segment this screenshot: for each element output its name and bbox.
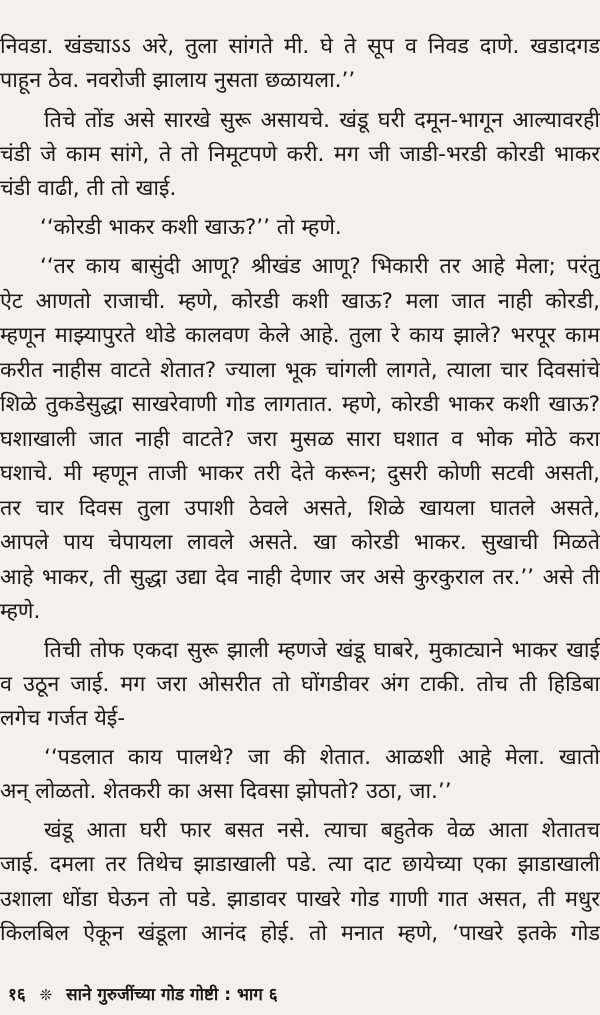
text-line: म्हणे. xyxy=(0,599,41,624)
page-footer xyxy=(8,982,278,1005)
text-line: उशाला धोंडा घेऊन तो पडे. झाडावर पाखरे गोड गाणी गात असत, ती मधुर xyxy=(0,887,600,912)
text-line: घशाखाली जात नाही वाटते? जरा मुसळ सारा घशात व भोक मोठे करा xyxy=(0,427,600,452)
text-line: जाई. दमला तर तिथेच झाडाखाली पडे. त्या दाट छायेच्या एका झाडाखाली xyxy=(0,852,600,877)
dialogue-line: ‘‘कोरडी भाकर कशी खाऊ?’’ तो म्हणे. xyxy=(40,215,342,240)
paragraph-start: तिचे तोंड असे सारखे सुरू असायचे. खंडू घरी दमून-भागून आल्यावरही xyxy=(44,108,600,133)
ornament-icon: ❊ xyxy=(39,986,53,1004)
text-line: चंडी जे काम सांगे, ते तो निमूटपणे करी. मग जी जाडी-भरडी कोरडी भाकर xyxy=(0,142,600,167)
text-line: तर चार दिवस तुला उपाशी ठेवले असते, शिळे खायला घातले असते, xyxy=(0,496,600,521)
text-line: ऐट आणतो राजाची. म्हणे, कोरडी कशी खाऊ? मला जात नाही कोरडी, xyxy=(0,289,600,314)
text-line: निवडा. खंड्याऽऽ अरे, तुला सांगते मी. घे ते सूप व निवड दाणे. खडादगड xyxy=(0,34,600,59)
text-line: पाहून ठेव. नवरोजी झालाय नुसता छळायला.’’ xyxy=(0,68,356,93)
text-line: अन् लोळतो. शेतकरी का असा दिवसा झोपतो? उठा, जा.’’ xyxy=(0,779,452,804)
paragraph-start: ‘‘तर काय बासुंदी आणू? श्रीखंड आणू? भिकारी तर आहे मेला; परंतु xyxy=(40,254,600,279)
text-line: चंडी वाढी, ती तो खाई. xyxy=(0,176,177,201)
text-line: व उठून जाई. मग जरा ओसरीत तो घोंगडीवर अंग टाकी. तोच ती हिडिबा xyxy=(0,672,600,697)
text-line: करीत नाहीस वाटते शेतात? ज्याला भूक चांगली लागते, त्याला चार दिवसांचे xyxy=(0,358,600,383)
text-line: लगेच गर्जत येई- xyxy=(0,706,126,731)
paragraph-start: तिची तोफ एकदा सुरू झाली म्हणजे खंडू घाबरे, मुकाट्याने भाकर खाई xyxy=(44,638,600,663)
text-line: म्हणून माझ्यापुरते थोडे कालवण केले आहे. तुला रे काय झाले? भरपूर काम xyxy=(0,323,600,348)
text-line: आहे भाकर, ती सुद्धा उद्या देव नाही देणार जर असे कुरकुराल तर.’’ असे ती xyxy=(0,565,600,590)
paragraph-start: खंडू आता घरी फार बसत नसे. त्याचा बहुतेक वेळ आता शेतातच xyxy=(44,818,600,843)
paragraph-start: ‘‘पडलात काय पालथे? जा की शेतात. आळशी आहे मेला. खातो xyxy=(44,745,600,770)
book-title: साने गुरुजींच्या गोड गोष्टी : भाग ६ xyxy=(66,985,278,1005)
text-line: किलबिल ऐकून खंडूला आनंद होई. तो मनात म्हणे, ‘पाखरे इतके गोड xyxy=(0,921,600,946)
text-line: शिळे तुकडेसुद्धा साखरेवाणी गोड लागतात. म्हणे, कोरडी भाकर कशी खाऊ? xyxy=(0,392,600,417)
text-line: आपले पाय चेपायला लावले असते. खा कोरडी भाकर. सुखाची मिळते xyxy=(0,530,600,555)
page-number: १६ xyxy=(8,985,26,1005)
text-line: घशाचे. मी म्हणून ताजी भाकर तरी देते करून; दुसरी कोणी सटवी असती, xyxy=(0,461,600,486)
